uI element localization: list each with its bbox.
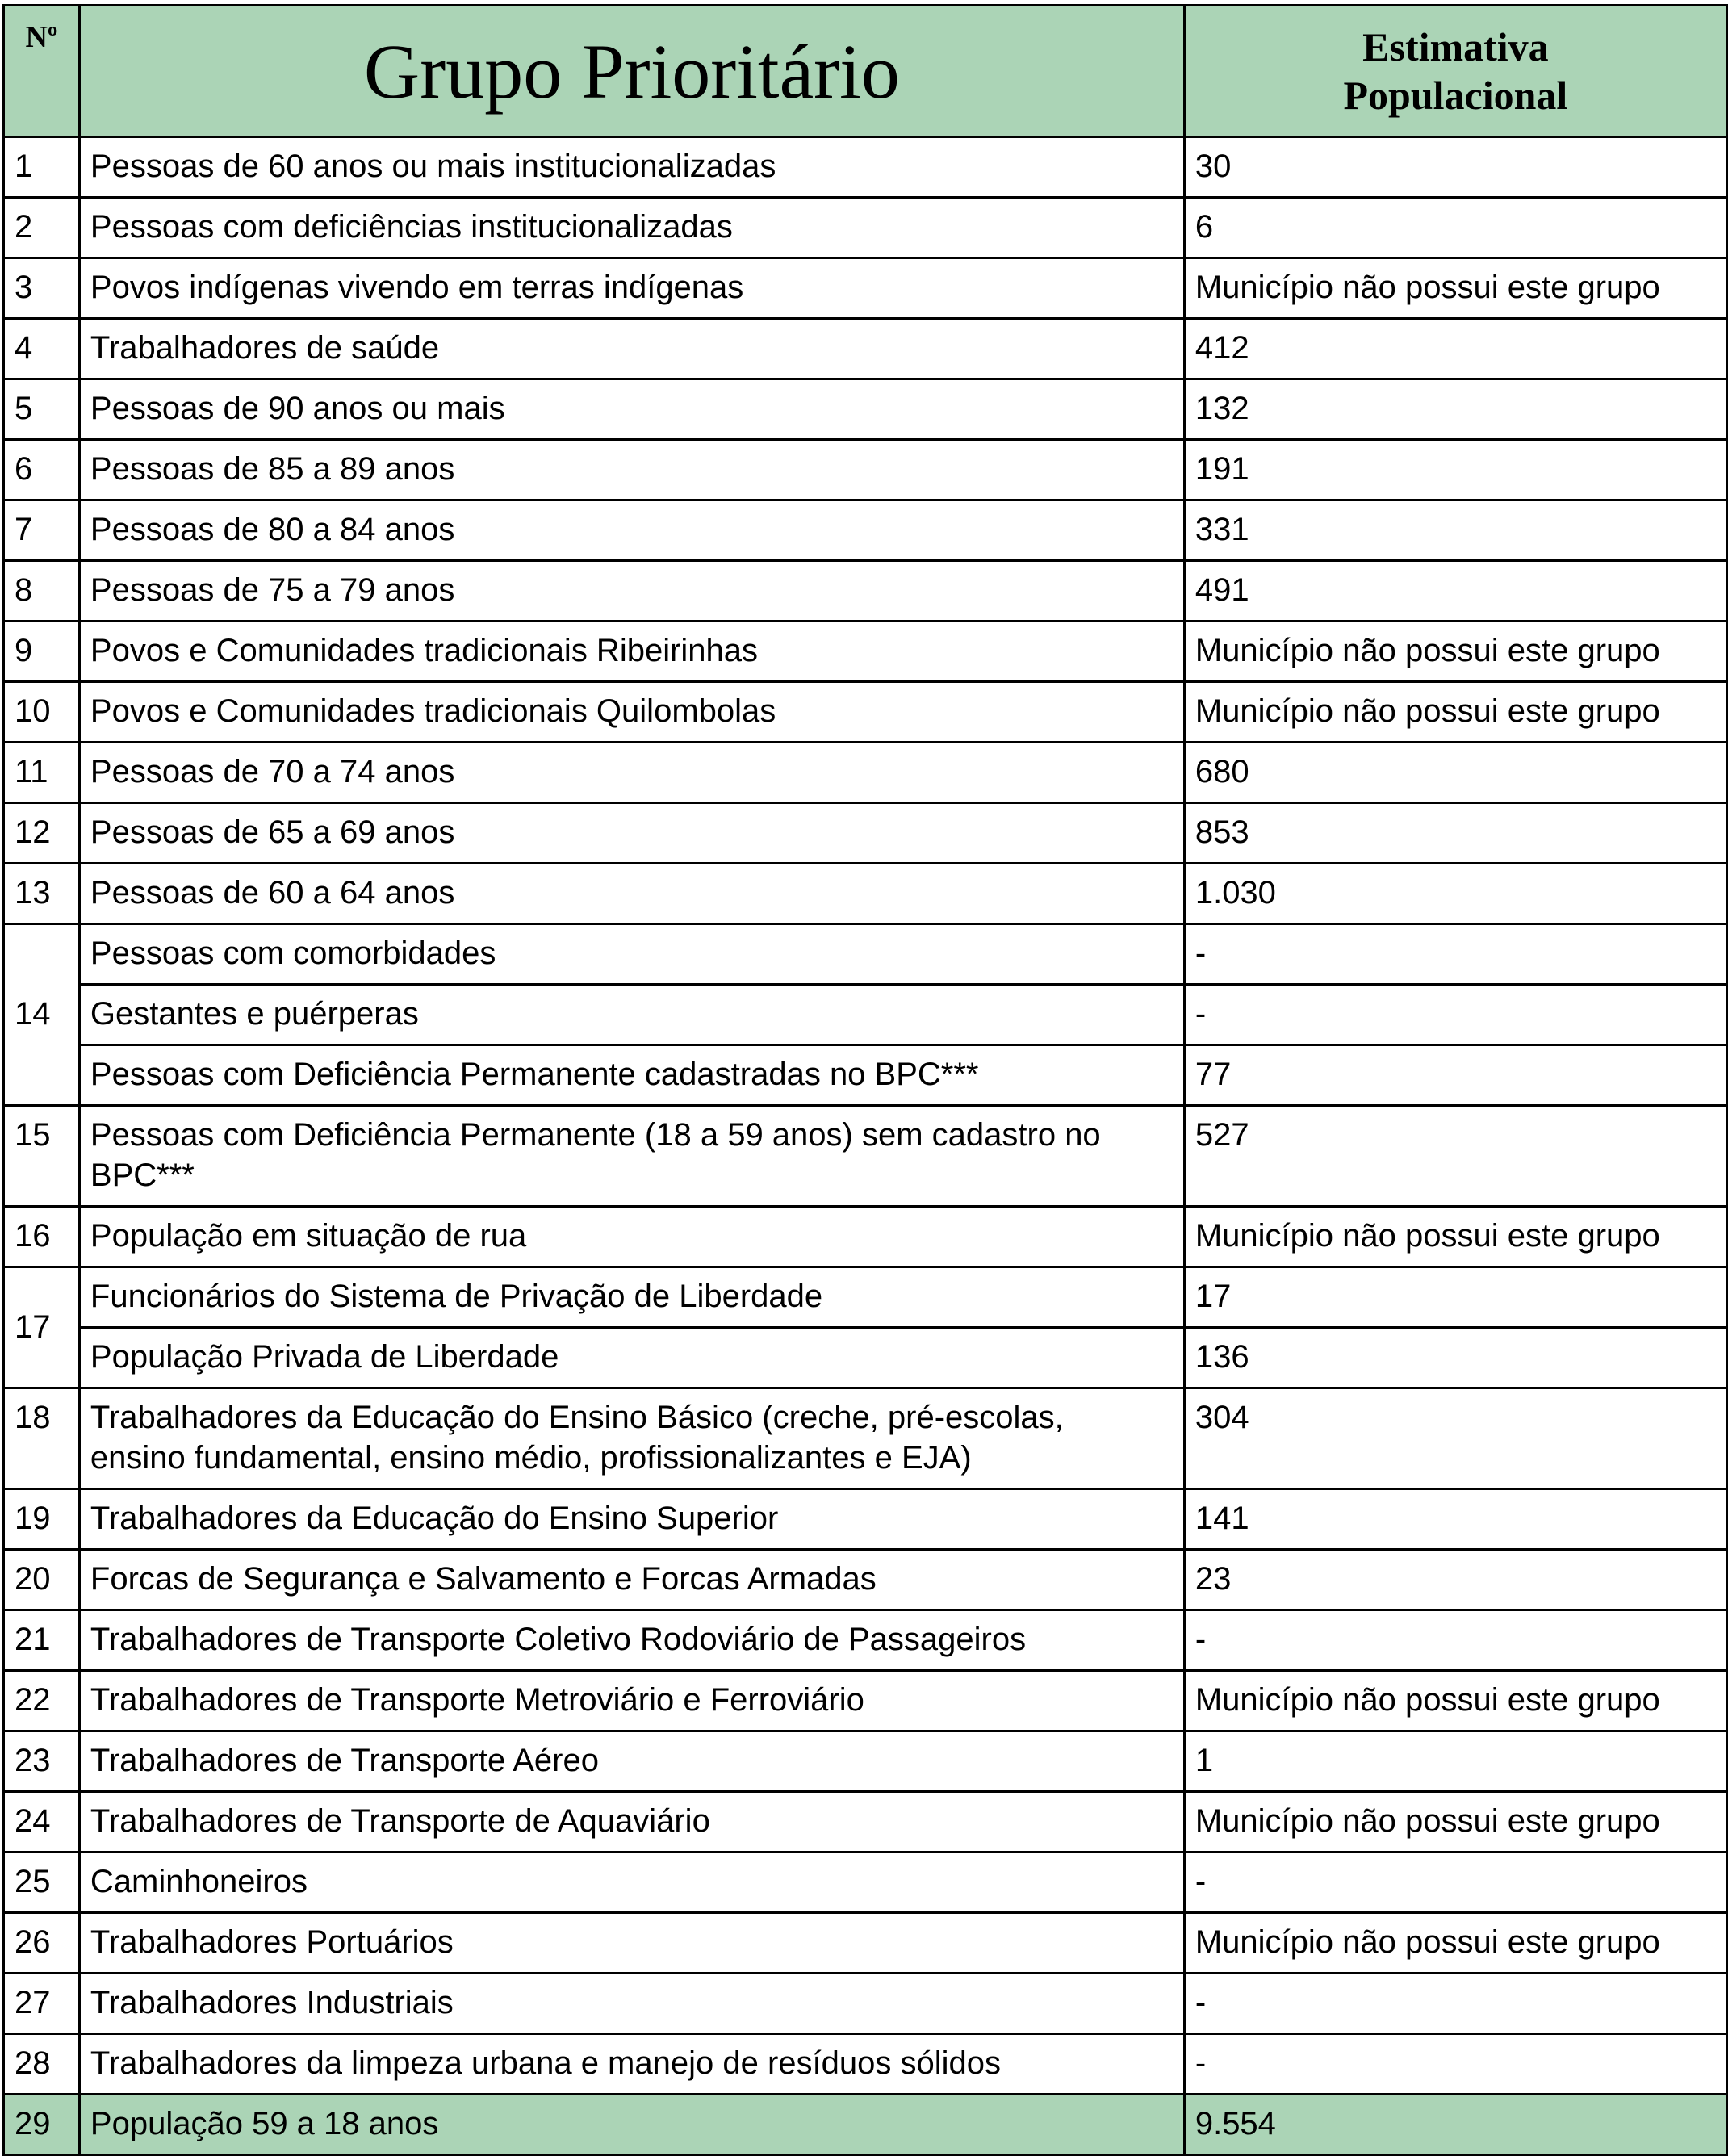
row-population-estimate: 23 [1184, 1550, 1726, 1610]
header-population-estimate [1184, 6, 1726, 137]
table-row [4, 319, 1727, 379]
table-row [4, 379, 1727, 440]
row-priority-group: População 59 a 18 anos [79, 2095, 1184, 2155]
row-priority-group: Trabalhadores da Educação do Ensino Superior [79, 1489, 1184, 1550]
row-number: 5 [4, 379, 80, 440]
table-row [4, 803, 1727, 864]
table-row [4, 500, 1727, 561]
row-population-estimate: 77 [1184, 1045, 1726, 1106]
row-number: 20 [4, 1550, 80, 1610]
table-row [4, 1852, 1727, 1913]
row-population-estimate: 304 [1184, 1388, 1726, 1489]
row-population-estimate: 9.554 [1184, 2095, 1726, 2155]
header-estimate-line1: Estimativa [1362, 24, 1549, 69]
row-number: 1 [4, 137, 80, 198]
table-row [4, 1974, 1727, 2034]
table-header [4, 6, 1727, 137]
row-population-estimate: Município não possui este grupo [1184, 1913, 1726, 1974]
row-number: 16 [4, 1207, 80, 1267]
row-priority-group: Pessoas com Deficiência Permanente cadastradas no BPC*** [79, 1045, 1184, 1106]
row-number: 4 [4, 319, 80, 379]
row-priority-group: Trabalhadores de Transporte Metroviário e Ferroviário [79, 1671, 1184, 1731]
table-row [4, 440, 1727, 500]
row-population-estimate: Município não possui este grupo [1184, 258, 1726, 319]
row-number: 23 [4, 1731, 80, 1792]
row-population-estimate: Município não possui este grupo [1184, 622, 1726, 682]
row-population-estimate: - [1184, 924, 1726, 985]
row-population-estimate: 30 [1184, 137, 1726, 198]
row-number: 29 [4, 2095, 80, 2155]
row-population-estimate: 132 [1184, 379, 1726, 440]
row-population-estimate: 141 [1184, 1489, 1726, 1550]
row-number: 12 [4, 803, 80, 864]
table-row [4, 1106, 1727, 1207]
table-row [4, 924, 1727, 985]
row-priority-group: Trabalhadores de Transporte de Aquaviário [79, 1792, 1184, 1852]
row-number: 11 [4, 743, 80, 803]
table-row [4, 1328, 1727, 1388]
row-population-estimate: 491 [1184, 561, 1726, 622]
row-number: 22 [4, 1671, 80, 1731]
row-population-estimate: 1.030 [1184, 864, 1726, 924]
row-population-estimate: 191 [1184, 440, 1726, 500]
table-row [4, 1913, 1727, 1974]
row-population-estimate: 853 [1184, 803, 1726, 864]
row-number: 21 [4, 1610, 80, 1671]
header-number: Nº [4, 6, 80, 137]
row-priority-group: Trabalhadores de Transporte Aéreo [79, 1731, 1184, 1792]
row-population-estimate: 527 [1184, 1106, 1726, 1207]
table-row [4, 985, 1727, 1045]
row-priority-group: Pessoas com deficiências institucionalizadas [79, 198, 1184, 258]
row-population-estimate: - [1184, 985, 1726, 1045]
row-number: 18 [4, 1388, 80, 1489]
table-row [4, 1792, 1727, 1852]
row-population-estimate: Município não possui este grupo [1184, 682, 1726, 743]
row-priority-group: Pessoas com comorbidades [79, 924, 1184, 985]
row-priority-group: Pessoas de 80 a 84 anos [79, 500, 1184, 561]
row-population-estimate: - [1184, 2034, 1726, 2095]
row-priority-group: Trabalhadores da limpeza urbana e manejo de resíduos sólidos [79, 2034, 1184, 2095]
table-row [4, 137, 1727, 198]
row-priority-group: Povos indígenas vivendo em terras indígenas [79, 258, 1184, 319]
priority-groups-table-wrapper [2, 4, 1728, 2156]
row-priority-group: Pessoas de 60 anos ou mais institucionalizadas [79, 137, 1184, 198]
table-row [4, 1388, 1727, 1489]
row-priority-group: População em situação de rua [79, 1207, 1184, 1267]
header-row [4, 6, 1727, 137]
table-row [4, 561, 1727, 622]
table-row [4, 258, 1727, 319]
row-population-estimate: - [1184, 1852, 1726, 1913]
row-number: 25 [4, 1852, 80, 1913]
row-number: 19 [4, 1489, 80, 1550]
table-row [4, 1731, 1727, 1792]
row-number: 27 [4, 1974, 80, 2034]
row-number: 26 [4, 1913, 80, 1974]
row-priority-group: Trabalhadores da Educação do Ensino Básico (creche, pré-escolas, ensino fundamental, ensino médio, profissionalizantes e EJA) [79, 1388, 1184, 1489]
row-population-estimate: - [1184, 1974, 1726, 2034]
table-row [4, 1267, 1727, 1328]
table-row [4, 1610, 1727, 1671]
row-number: 17 [4, 1267, 80, 1388]
row-number: 6 [4, 440, 80, 500]
table-row [4, 2034, 1727, 2095]
row-population-estimate: 6 [1184, 198, 1726, 258]
table-row [4, 864, 1727, 924]
row-priority-group: Gestantes e puérperas [79, 985, 1184, 1045]
row-number: 9 [4, 622, 80, 682]
header-priority-group: Grupo Prioritário [79, 6, 1184, 137]
row-priority-group: Povos e Comunidades tradicionais Ribeirinhas [79, 622, 1184, 682]
priority-groups-table [2, 4, 1728, 2156]
table-row [4, 622, 1727, 682]
row-population-estimate: - [1184, 1610, 1726, 1671]
row-priority-group: Forcas de Segurança e Salvamento e Forcas Armadas [79, 1550, 1184, 1610]
table-row [4, 1207, 1727, 1267]
row-number: 2 [4, 198, 80, 258]
row-priority-group: Pessoas de 65 a 69 anos [79, 803, 1184, 864]
table-body [4, 137, 1727, 2155]
row-population-estimate: Município não possui este grupo [1184, 1792, 1726, 1852]
table-row [4, 198, 1727, 258]
row-population-estimate: Município não possui este grupo [1184, 1207, 1726, 1267]
table-row [4, 1550, 1727, 1610]
row-priority-group: Pessoas de 85 a 89 anos [79, 440, 1184, 500]
table-row [4, 2095, 1727, 2155]
row-population-estimate: 1 [1184, 1731, 1726, 1792]
row-priority-group: Trabalhadores Industriais [79, 1974, 1184, 2034]
row-priority-group: Caminhoneiros [79, 1852, 1184, 1913]
row-population-estimate: 331 [1184, 500, 1726, 561]
row-priority-group: Trabalhadores Portuários [79, 1913, 1184, 1974]
table-row [4, 682, 1727, 743]
row-population-estimate: 412 [1184, 319, 1726, 379]
row-number: 3 [4, 258, 80, 319]
row-priority-group: Trabalhadores de saúde [79, 319, 1184, 379]
row-priority-group: Pessoas de 75 a 79 anos [79, 561, 1184, 622]
table-row [4, 1489, 1727, 1550]
table-row [4, 743, 1727, 803]
table-row [4, 1045, 1727, 1106]
row-number: 28 [4, 2034, 80, 2095]
row-number: 24 [4, 1792, 80, 1852]
row-population-estimate: 136 [1184, 1328, 1726, 1388]
row-priority-group: Pessoas com Deficiência Permanente (18 a 59 anos) sem cadastro no BPC*** [79, 1106, 1184, 1207]
row-number: 8 [4, 561, 80, 622]
row-priority-group: Povos e Comunidades tradicionais Quilombolas [79, 682, 1184, 743]
row-number: 15 [4, 1106, 80, 1207]
row-number: 14 [4, 924, 80, 1106]
row-priority-group: Pessoas de 90 anos ou mais [79, 379, 1184, 440]
row-priority-group: Funcionários do Sistema de Privação de Liberdade [79, 1267, 1184, 1328]
row-number: 7 [4, 500, 80, 561]
row-priority-group: Pessoas de 60 a 64 anos [79, 864, 1184, 924]
row-population-estimate: 17 [1184, 1267, 1726, 1328]
row-priority-group: Pessoas de 70 a 74 anos [79, 743, 1184, 803]
row-number: 10 [4, 682, 80, 743]
table-row [4, 1671, 1727, 1731]
row-number: 13 [4, 864, 80, 924]
row-population-estimate: 680 [1184, 743, 1726, 803]
header-estimate-line2: Populacional [1343, 73, 1568, 118]
row-population-estimate: Município não possui este grupo [1184, 1671, 1726, 1731]
row-priority-group: População Privada de Liberdade [79, 1328, 1184, 1388]
row-priority-group: Trabalhadores de Transporte Coletivo Rodoviário de Passageiros [79, 1610, 1184, 1671]
